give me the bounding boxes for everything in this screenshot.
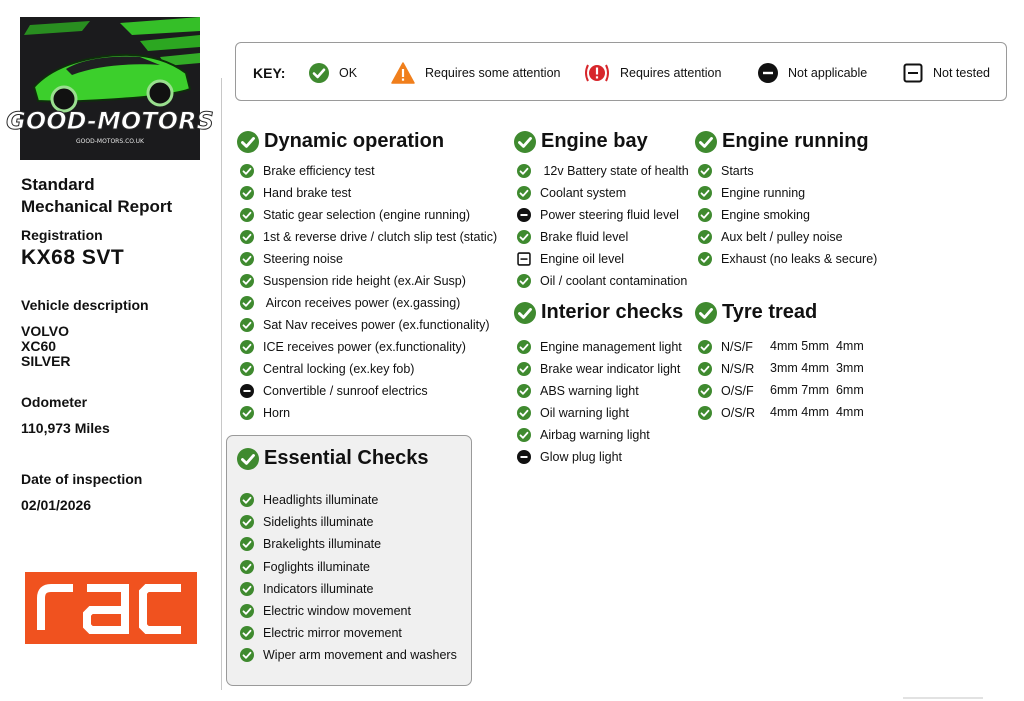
essential-section-title — [237, 447, 429, 470]
interior-check-item — [517, 448, 622, 466]
ok-check-icon — [517, 340, 531, 354]
essential-item-label: Indicators illuminate — [263, 581, 374, 596]
not-applicable-icon — [240, 384, 254, 398]
interior-check-item — [517, 360, 680, 378]
ok-check-icon — [517, 274, 531, 288]
ok-check-icon — [240, 208, 254, 222]
report-title-line2: Mechanical Report — [21, 197, 173, 216]
dynamic-item-label: Static gear selection (engine running) — [263, 208, 471, 222]
ok-check-icon — [240, 340, 254, 354]
interior-item-label: Oil warning light — [540, 406, 629, 420]
dynamic-check-item — [240, 206, 470, 224]
dynamic-item-label: Convertible / sunroof electrics — [263, 384, 428, 398]
essential-title-text: Essential Checks — [264, 447, 429, 469]
interior-item-label: Engine management light — [540, 340, 682, 354]
essential-check-item — [240, 580, 373, 598]
key-label-na: Not applicable — [788, 65, 868, 80]
engine-bay-item-label: 12v Battery state of health — [540, 164, 689, 178]
ok-check-icon — [517, 230, 531, 244]
tyre-position-label: N/S/F — [721, 340, 753, 354]
ok-check-icon — [309, 63, 329, 83]
key-label-some-attention: Requires some attention — [425, 65, 561, 80]
essential-item-label: Headlights illuminate — [263, 493, 379, 507]
essential-item-label: Wiper arm movement and washers — [263, 648, 457, 663]
essential-check-item — [240, 624, 402, 642]
engine-running-item-label: Starts — [721, 164, 754, 178]
tyre-tread-depths: 4mm 5mm 4mm — [770, 339, 864, 353]
status-key-legend — [235, 42, 1007, 101]
registration-label: Registration — [21, 227, 103, 243]
good-motors-logo — [6, 17, 214, 160]
left-column-divider — [221, 78, 222, 690]
warning-triangle-icon — [391, 62, 415, 84]
dynamic-item-label: Aircon receives power (ex.gassing) — [263, 296, 461, 310]
dynamic-check-item — [240, 272, 466, 290]
ok-check-icon — [240, 604, 254, 618]
logo-brand-text: GOOD-MOTORS — [6, 107, 214, 135]
ok-check-icon — [240, 560, 254, 574]
not-applicable-icon — [758, 63, 778, 83]
dynamic-item-label: Central locking (ex.key fob) — [263, 362, 415, 376]
ok-check-icon — [240, 274, 254, 288]
key-item-attention — [584, 43, 721, 102]
essential-item-label: Brakelights illuminate — [263, 537, 382, 552]
key-label-ok: OK — [339, 65, 358, 80]
interior-item-label: ABS warning light — [540, 384, 639, 398]
tyre-tread-depths: 3mm 4mm 3mm — [770, 361, 864, 375]
ok-check-icon — [240, 626, 254, 640]
ok-check-icon — [517, 428, 531, 442]
ok-check-icon — [240, 362, 254, 376]
essential-check-item — [240, 602, 411, 620]
odometer-label: Odometer — [21, 394, 88, 410]
ok-check-icon — [240, 186, 254, 200]
ok-check-icon — [240, 493, 254, 507]
engine-running-check-item — [698, 206, 810, 224]
dynamic-check-item — [240, 294, 460, 312]
engine-running-item-label: Engine running — [721, 186, 806, 200]
interior-title-text: Interior checks — [541, 301, 684, 323]
dynamic-check-item — [240, 360, 414, 378]
engine-running-section-title — [695, 130, 869, 153]
engine-bay-item-label: Engine oil level — [540, 252, 625, 266]
ok-check-icon — [517, 384, 531, 398]
ok-check-icon — [517, 406, 531, 420]
registration-value: KX68 SVT — [21, 246, 125, 269]
ok-check-icon — [698, 406, 712, 420]
engine-bay-check-item — [517, 250, 624, 268]
interior-check-item — [517, 426, 650, 444]
key-label-attention: Requires attention — [620, 65, 722, 80]
tyre-position-label: O/S/F — [721, 384, 754, 398]
key-title: KEY: — [253, 65, 286, 81]
key-item-ok — [309, 43, 357, 102]
essential-item-label: Electric mirror movement — [263, 626, 402, 641]
engine-bay-check-item — [517, 162, 689, 180]
logo-domain-text: GOOD-MOTORS.CO.UK — [76, 138, 144, 145]
ok-check-icon — [517, 186, 531, 200]
essential-item-label: Sidelights illuminate — [263, 515, 374, 530]
essential-check-item — [240, 513, 373, 531]
dynamic-check-item — [240, 338, 466, 356]
engine-bay-item-label: Oil / coolant contamination — [540, 274, 688, 288]
vehicle-model: XC60 — [21, 338, 57, 354]
engine-running-check-item — [698, 162, 754, 180]
essential-check-item — [240, 646, 457, 664]
tyre-position-label: N/S/R — [721, 362, 755, 376]
ok-check-icon — [514, 302, 536, 324]
engine-running-item-label: Engine smoking — [721, 208, 810, 222]
ok-check-icon — [698, 164, 712, 178]
engine-running-item-label: Aux belt / pulley noise — [721, 230, 843, 244]
interior-item-label: Glow plug light — [540, 450, 622, 464]
engine-bay-item-label: Brake fluid level — [540, 230, 629, 244]
ok-check-icon — [698, 230, 712, 244]
dynamic-item-label: ICE receives power (ex.functionality) — [263, 340, 466, 354]
ok-check-icon — [240, 164, 254, 178]
tyre-tread-depths: 4mm 4mm 4mm — [770, 405, 864, 419]
engine-bay-item-label: Power steering fluid level — [540, 208, 679, 222]
essential-check-item — [240, 535, 381, 553]
tyre-title-text: Tyre tread — [722, 301, 818, 323]
tyre-check-item — [698, 404, 755, 422]
dynamic-check-item — [240, 382, 428, 400]
dynamic-check-item — [240, 228, 497, 246]
dynamic-item-label: Hand brake test — [263, 186, 352, 200]
ok-check-icon — [698, 252, 712, 266]
not-applicable-icon — [517, 450, 531, 464]
engine-bay-section-title — [514, 130, 648, 153]
vehicle-description-label: Vehicle description — [21, 297, 149, 313]
attention-alert-icon — [584, 62, 610, 84]
engine-running-check-item — [698, 228, 843, 246]
dynamic-item-label: Horn — [263, 406, 291, 420]
tyre-check-item — [698, 382, 754, 400]
engine-bay-check-item — [517, 272, 687, 290]
ok-check-icon — [698, 384, 712, 398]
key-label-not-tested: Not tested — [933, 65, 990, 80]
essential-item-label: Foglights illuminate — [263, 559, 370, 574]
dynamic-title-text: Dynamic operation — [264, 130, 445, 152]
ok-check-icon — [240, 230, 254, 244]
tyre-check-item — [698, 338, 753, 356]
dynamic-item-label: 1st & reverse drive / clutch slip test (static) — [263, 230, 498, 244]
ok-check-icon — [698, 208, 712, 222]
engine-bay-check-item — [517, 184, 626, 202]
vehicle-make: VOLVO — [21, 323, 69, 339]
engine-running-check-item — [698, 184, 805, 202]
ok-check-icon — [695, 302, 717, 324]
not-tested-icon — [517, 252, 531, 266]
engine-running-title-text: Engine running — [722, 130, 869, 152]
ok-check-icon — [240, 582, 254, 596]
tyre-section-title — [695, 301, 817, 324]
vehicle-colour: SILVER — [21, 353, 71, 369]
essential-check-item — [240, 491, 378, 509]
ok-check-icon — [240, 406, 254, 420]
dynamic-item-label: Suspension ride height (ex.Air Susp) — [263, 274, 466, 288]
essential-item-label: Electric window movement — [263, 604, 411, 618]
interior-item-label: Brake wear indicator light — [540, 362, 681, 376]
inspection-date-label: Date of inspection — [21, 471, 143, 487]
engine-running-item-label: Exhaust (no leaks & secure) — [721, 252, 878, 266]
not-tested-icon — [903, 63, 923, 83]
odometer-value: 110,973 Miles — [21, 420, 110, 436]
ok-check-icon — [698, 186, 712, 200]
engine-bay-check-item — [517, 228, 628, 246]
engine-running-check-item — [698, 250, 877, 268]
ok-check-icon — [237, 131, 259, 153]
ok-check-icon — [240, 648, 254, 662]
tyre-check-item — [698, 360, 754, 378]
ok-check-icon — [240, 318, 254, 332]
dynamic-item-label: Brake efficiency test — [263, 164, 375, 178]
not-applicable-icon — [517, 208, 531, 222]
ok-check-icon — [240, 515, 254, 529]
footer-mark — [903, 697, 983, 699]
dynamic-check-item — [240, 250, 343, 268]
engine-bay-check-item — [517, 206, 679, 224]
report-title-line1: Standard — [21, 175, 95, 194]
dynamic-section-title — [237, 130, 444, 153]
dynamic-item-label: Steering noise — [263, 252, 343, 266]
ok-check-icon — [698, 340, 712, 354]
engine-bay-title-text: Engine bay — [541, 130, 648, 152]
tyre-tread-depths: 6mm 7mm 6mm — [770, 383, 864, 397]
ok-check-icon — [240, 252, 254, 266]
inspection-date-value: 02/01/2026 — [21, 497, 92, 513]
rac-logo — [25, 572, 197, 644]
essential-check-item — [240, 558, 370, 576]
ok-check-icon — [517, 362, 531, 376]
ok-check-icon — [695, 131, 717, 153]
tyre-position-label: O/S/R — [721, 406, 756, 420]
engine-bay-item-label: Coolant system — [540, 186, 627, 200]
key-item-na — [758, 43, 867, 102]
interior-check-item — [517, 382, 639, 400]
dynamic-item-label: Sat Nav receives power (ex.functionality) — [263, 318, 490, 332]
interior-check-item — [517, 404, 629, 422]
ok-check-icon — [517, 164, 531, 178]
ok-check-icon — [698, 362, 712, 376]
ok-check-icon — [237, 448, 259, 470]
dynamic-check-item — [240, 316, 489, 334]
ok-check-icon — [240, 537, 254, 551]
interior-section-title — [514, 301, 683, 324]
interior-check-item — [517, 338, 682, 356]
dynamic-check-item — [240, 162, 375, 180]
interior-item-label: Airbag warning light — [540, 428, 650, 442]
dynamic-check-item — [240, 184, 351, 202]
key-item-not-tested — [903, 43, 990, 102]
dynamic-check-item — [240, 404, 290, 422]
ok-check-icon — [514, 131, 536, 153]
ok-check-icon — [240, 296, 254, 310]
key-item-some-attention — [391, 43, 561, 102]
